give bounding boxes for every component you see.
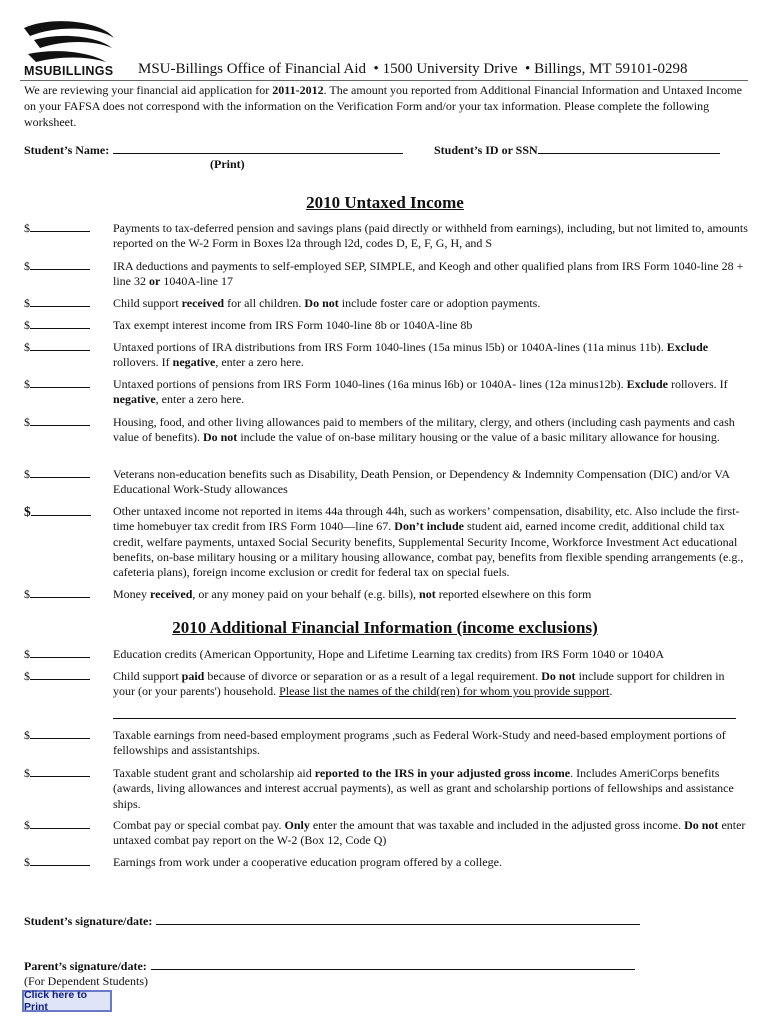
logo-text: MSUBILLINGS — [24, 64, 114, 78]
parent-signature-field[interactable]: Parent’s signature/date: — [24, 959, 635, 974]
amount-field[interactable]: $ — [24, 467, 94, 482]
office-header — [138, 61, 688, 78]
student-name-field[interactable]: Student’s Name: — [24, 143, 403, 158]
amount-field[interactable]: $ — [24, 340, 94, 355]
student-id-field[interactable]: Student’s ID or SSN — [434, 143, 720, 158]
amount-field[interactable]: $ — [24, 221, 94, 236]
amount-field[interactable]: $ — [24, 818, 94, 833]
amount-field[interactable]: $ — [24, 377, 94, 392]
amount-field[interactable]: $ — [24, 259, 94, 274]
amount-field[interactable]: $ — [24, 587, 94, 602]
header-divider — [20, 80, 748, 81]
amount-field[interactable]: $ — [24, 647, 94, 662]
additional-info-title: 2010 Additional Financial Information (income exclusions) — [172, 618, 598, 637]
amount-field[interactable]: $ — [24, 855, 94, 870]
office-city: Billings, MT 59101-0298 — [534, 61, 688, 77]
amount-field[interactable]: $ — [24, 415, 94, 430]
student-signature-field[interactable]: Student’s signature/date: — [24, 914, 640, 929]
amount-field[interactable]: $ — [24, 504, 94, 520]
amount-field[interactable]: $ — [24, 766, 94, 781]
amount-field[interactable]: $ — [24, 669, 94, 684]
untaxed-income-title: 2010 Untaxed Income — [306, 193, 464, 212]
children-names-line[interactable] — [113, 718, 736, 719]
office-address: 1500 University Drive — [382, 61, 518, 77]
amount-field[interactable]: $ — [24, 728, 94, 743]
bullet-icon: • — [525, 61, 531, 77]
dependent-note: (For Dependent Students) — [24, 974, 148, 988]
amount-field[interactable]: $ — [24, 318, 94, 333]
print-label: (Print) — [210, 157, 245, 171]
bullet-icon: • — [373, 61, 379, 77]
intro-paragraph: We are reviewing your financial aid application for 2011-2012. The amount you reported from Additional Financial Information and Untaxed Income on your FAFSA does not correspond with the information on the Verification Form and/or your tax information. Please complete the following worksheet. — [24, 83, 742, 129]
print-button[interactable]: Click here to Print — [22, 990, 112, 1012]
amount-field[interactable]: $ — [24, 296, 94, 311]
office-name: MSU-Billings Office of Financial Aid — [138, 61, 367, 77]
